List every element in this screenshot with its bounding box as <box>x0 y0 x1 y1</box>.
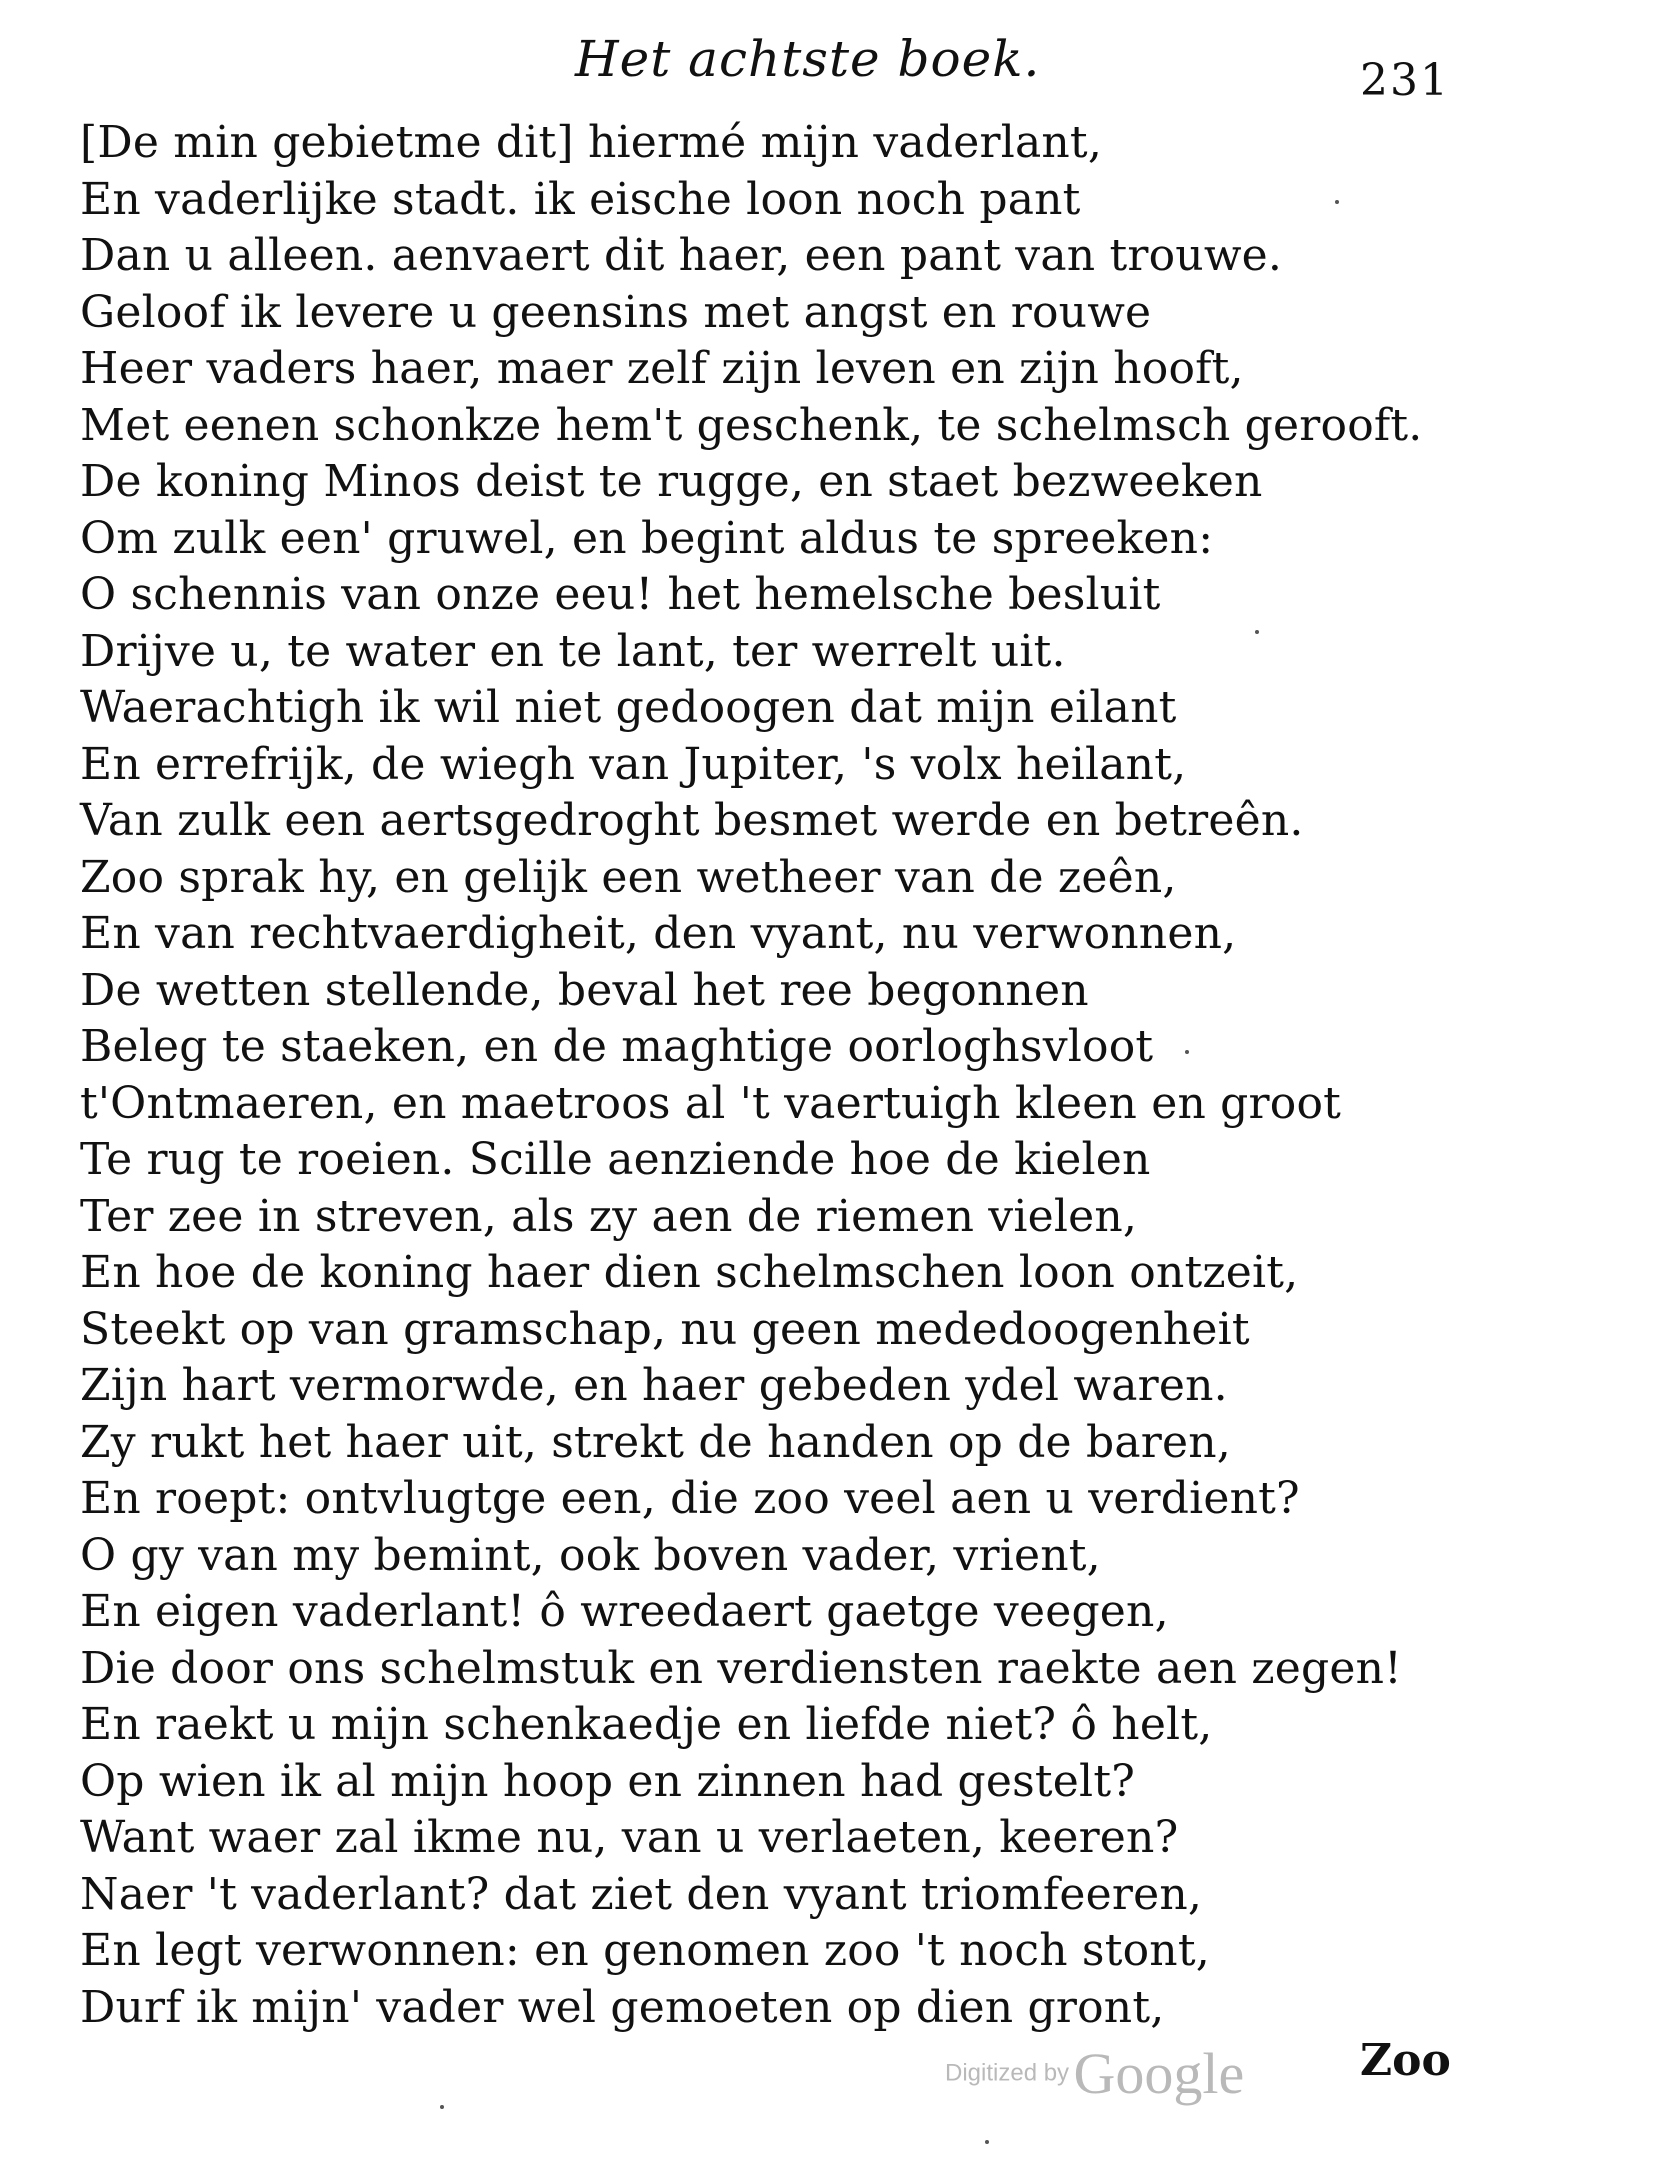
verse-line: Heer vaders haer, maer zelf zijn leven en zijn hooft, <box>80 343 1244 394</box>
verse-line: De wetten stellende, beval het ree begonnen <box>80 964 1089 1016</box>
verse-text <box>80 115 1500 2036</box>
watermark-small-text: Digitized by <box>945 2059 1070 2087</box>
print-speck <box>1255 630 1259 634</box>
verse-line: Dan u alleen. aenvaert dit haer, een pant van trouwe. <box>80 230 1283 281</box>
verse-line: En hoe de koning haer dien schelmschen loon ontzeit, <box>80 1247 1299 1298</box>
print-speck <box>1185 1050 1189 1054</box>
verse-line: En errefrijk, de wiegh van Jupiter, 's volx heilant, <box>80 738 1187 790</box>
verse-line: De koning Minos deist te rugge, en staet bezweeken <box>80 456 1263 507</box>
verse-line: Durf ik mijn' vader wel gemoeten op dien gront, <box>80 1981 1165 2033</box>
verse-line: Beleg te staeken, en de maghtige oorloghsvloot <box>80 1021 1154 1072</box>
verse-line: Ter zee in streven, als zy aen de riemen vielen, <box>80 1190 1138 1242</box>
verse-line: t'Ontmaeren, en maetroos al 't vaertuigh kleen en groot <box>80 1077 1342 1129</box>
verse-line: Op wien ik al mijn hoop en zinnen had gestelt? <box>80 1755 1135 1807</box>
verse-line: O gy van my bemint, ook boven vader, vrient, <box>80 1529 1101 1581</box>
catchword: Zoo <box>1360 2035 1451 2086</box>
verse-line: Zoo sprak hy, en gelijk een wetheer van de zeên, <box>80 851 1177 903</box>
verse-line: Die door ons schelmstuk en verdiensten raekte aen zegen! <box>80 1642 1403 1694</box>
page-number: 231 <box>1360 55 1450 106</box>
verse-line: En van rechtvaerdigheit, den vyant, nu verwonnen, <box>80 908 1237 959</box>
verse-line: Met eenen schonkze hem't geschenk, te schelmsch gerooft. <box>80 399 1423 451</box>
print-speck <box>1335 200 1339 204</box>
verse-line: [De min gebietme dit] hiermé mijn vaderlant, <box>80 117 1103 168</box>
print-speck <box>440 2105 444 2109</box>
verse-line: Want waer zal ikme nu, van u verlaeten, keeren? <box>80 1812 1179 1863</box>
verse-line: Zijn hart vermorwde, en haer gebeden ydel waren. <box>80 1360 1228 1411</box>
verse-line: En raekt u mijn schenkaedje en liefde niet? ô helt, <box>80 1699 1213 1750</box>
verse-line: Waerachtigh ik wil niet gedoogen dat mijn eilant <box>80 682 1177 733</box>
verse-line: En eigen vaderlant! ô wreedaert gaetge veegen, <box>80 1586 1169 1637</box>
verse-line: Geloof ik levere u geensins met angst en rouwe <box>80 286 1152 338</box>
verse-line: Steekt op van gramschap, nu geen mededoogenheit <box>80 1303 1250 1355</box>
verse-line: Drijve u, te water en te lant, ter werrelt uit. <box>80 625 1066 677</box>
verse-line: Naer 't vaderlant? dat ziet den vyant triomfeeren, <box>80 1868 1203 1920</box>
verse-line: Van zulk een aertsgedroght besmet werde en betreên. <box>80 795 1304 846</box>
verse-line: En vaderlijke stadt. ik eische loon noch pant <box>80 173 1081 225</box>
verse-line: Zy rukt het haer uit, strekt de handen op de baren, <box>80 1416 1231 1468</box>
print-speck <box>985 2140 989 2144</box>
verse-line: Te rug te roeien. Scille aenziende hoe de kielen <box>80 1134 1151 1185</box>
digitized-by-google-watermark <box>945 2040 1244 2107</box>
verse-line: Om zulk een' gruwel, en begint aldus te spreeken: <box>80 512 1214 564</box>
verse-line: O schennis van onze eeu! het hemelsche besluit <box>80 569 1161 620</box>
running-head: Het achtste boek. <box>575 30 1041 88</box>
verse-line: En roept: ontvlugtge een, die zoo veel aen u verdient? <box>80 1473 1300 1524</box>
verse-line: En legt verwonnen: en genomen zoo 't noch stont, <box>80 1925 1210 1976</box>
watermark-logo-text: Google <box>1073 2041 1245 2106</box>
